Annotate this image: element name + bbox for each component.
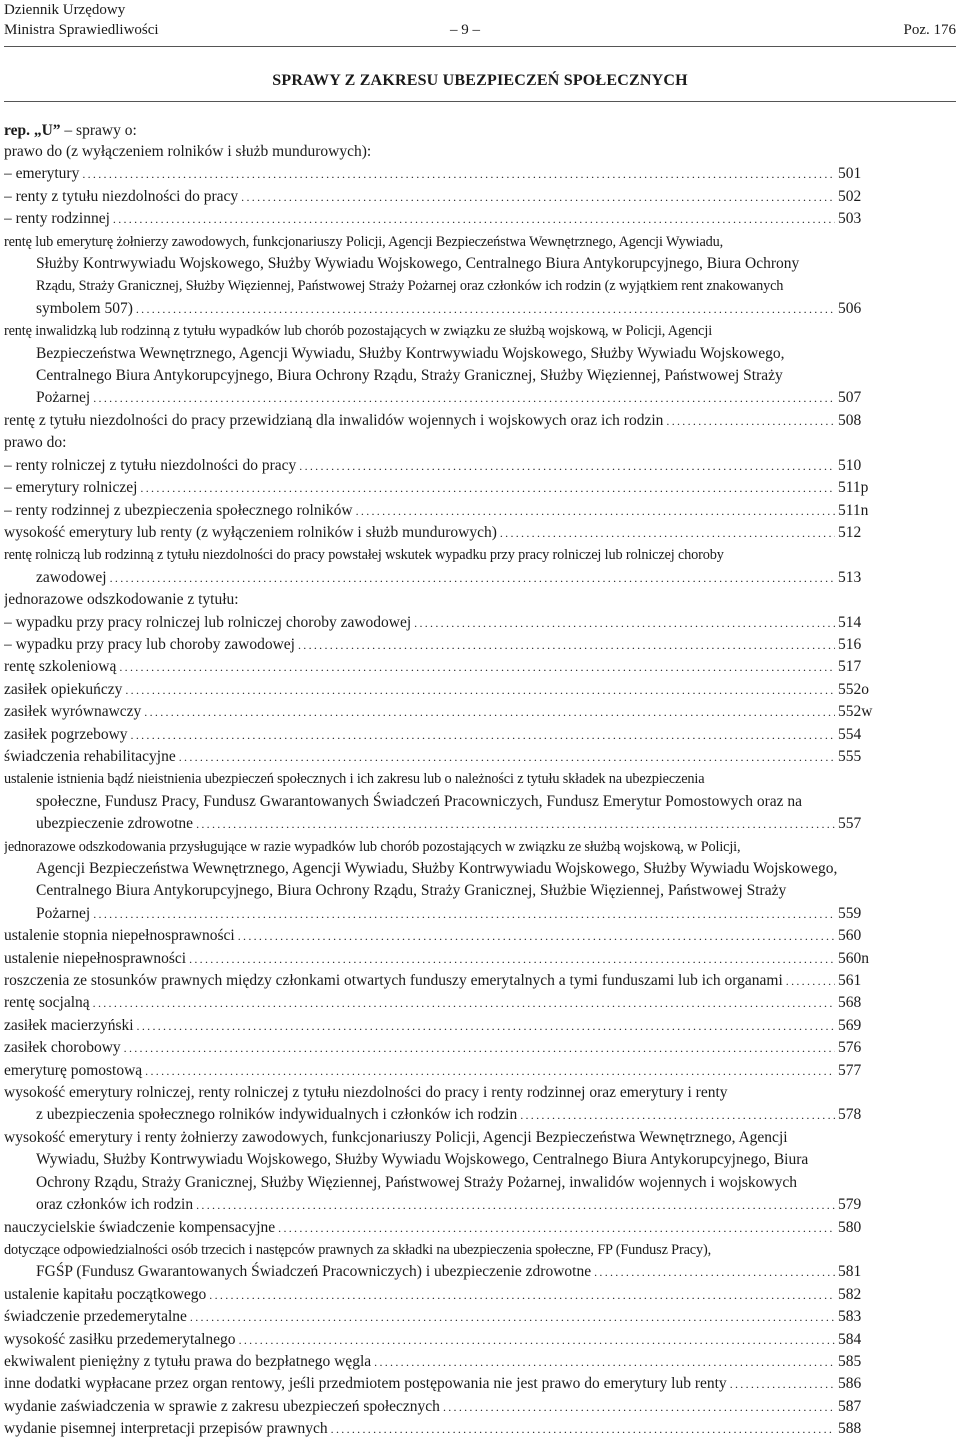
dot-leader — [196, 813, 835, 835]
entry-line — [4, 948, 896, 970]
entry-line — [4, 432, 896, 454]
dot-leader — [93, 992, 835, 1014]
entry-text: Służby Kontrwywiadu Wojskowego, Służby Wywiadu Wojskowego, Centralnego Biura Antykorupcyjnego, Biura Ochrony — [36, 255, 800, 273]
title-rule — [4, 101, 956, 102]
list-item — [4, 656, 896, 678]
entry-text: świadczenie przedemerytalne — [4, 1308, 187, 1326]
entry-text: rentę socjalną — [4, 994, 90, 1012]
entry-text: – renty rolniczej z tytułu niezdolności do pracy — [4, 456, 297, 474]
case-symbol: 585 — [838, 1352, 862, 1370]
case-symbol: 554 — [838, 725, 862, 743]
case-symbol: 588 — [838, 1420, 862, 1438]
case-symbol: 559 — [838, 904, 862, 922]
case-symbol: 552o — [838, 680, 869, 698]
list-item — [4, 1329, 896, 1351]
case-symbol: 501 — [838, 165, 862, 183]
list-item — [4, 1396, 896, 1418]
list-item — [4, 589, 896, 611]
entry-text: oraz członków ich rodzin — [36, 1196, 194, 1214]
case-symbol: 517 — [838, 658, 862, 676]
dot-leader — [299, 455, 835, 477]
list-item — [4, 679, 896, 701]
entry-text: zasiłek opiekuńczy — [4, 680, 123, 698]
entry-line — [4, 477, 896, 499]
list-item — [4, 163, 896, 185]
case-symbol: 506 — [838, 299, 862, 317]
list-item — [4, 522, 896, 544]
case-symbol: 581 — [838, 1263, 862, 1281]
entry-line — [4, 701, 896, 723]
dot-leader — [331, 1418, 835, 1440]
entry-text: prawo do (z wyłączeniem rolników i służb mundurowych): — [4, 143, 372, 160]
entry-line — [4, 836, 896, 858]
entry-line — [4, 746, 896, 768]
dot-leader — [209, 1284, 835, 1306]
dot-leader — [190, 1306, 835, 1328]
entry-text: prawo do: — [4, 434, 67, 452]
entry-line — [4, 1239, 896, 1261]
case-symbol: 507 — [838, 389, 862, 407]
entry-text: jednorazowe odszkodowanie z tytułu: — [4, 591, 239, 609]
dot-leader — [119, 656, 835, 678]
entry-text: Bezpieczeństwa Wewnętrznego, Agencji Wywiadu, Służby Kontrwywiadu Wojskowego, Służby Wywiadu Wojskowego, — [36, 344, 785, 362]
entry-text: rentę z tytułu niezdolności do pracy przewidzianą dla inwalidów wojennych i wojskowych oraz ich rodzin — [4, 411, 664, 429]
dot-leader — [189, 948, 835, 970]
entry-line — [4, 880, 896, 902]
list-item — [4, 1082, 896, 1127]
case-symbol: 568 — [838, 994, 862, 1012]
entry-text: roszczenia ze stosunków prawnych między członkami otwartych funduszy emerytalnych a tymi funduszami lub ich organami — [4, 972, 783, 990]
page-header — [4, 0, 956, 44]
dot-leader — [145, 1060, 835, 1082]
entry-text: emeryturę pomostową — [4, 1061, 143, 1079]
dot-leader — [278, 1217, 835, 1239]
entry-text: nauczycielskie świadczenie kompensacyjne — [4, 1218, 276, 1236]
list-item — [4, 186, 896, 208]
case-symbol: 583 — [838, 1308, 862, 1326]
entry-line — [4, 1104, 896, 1126]
list-item — [4, 948, 896, 970]
repertory-label: rep. „U” — [4, 122, 61, 139]
dot-leader — [137, 1015, 835, 1037]
case-symbol: 513 — [838, 568, 862, 586]
entry-text: Centralnego Biura Antykorupcyjnego, Biura Ochrony Rządu, Straży Granicznej, Służby Więziennej, Państwowej Straży — [36, 367, 783, 385]
dot-leader — [520, 1104, 835, 1126]
case-symbol: 582 — [838, 1285, 862, 1303]
entry-text: ekwiwalent pieniężny z tytułu prawa do bezpłatnego węgla — [4, 1352, 372, 1370]
case-symbol: 580 — [838, 1218, 862, 1236]
case-symbol: 560 — [838, 927, 862, 945]
journal-name: Dziennik Urzędowy — [4, 2, 126, 18]
dot-leader — [179, 746, 835, 768]
entry-text: ustalenie niepełnosprawności — [4, 949, 187, 967]
entry-text: jednorazowe odszkodowania przysługujące w razie wypadków lub chorób pozostających w związku ze służbą wojskową, w Policji, — [4, 838, 741, 855]
list-item — [4, 1239, 896, 1284]
list-item — [4, 1418, 896, 1440]
list-item — [4, 455, 896, 477]
page-number: – 9 – — [450, 22, 480, 38]
list-item — [4, 477, 896, 499]
entry-text: – wypadku przy pracy rolniczej lub rolniczej choroby zawodowej — [4, 613, 412, 631]
entry-line — [4, 1418, 896, 1440]
entry-line — [4, 522, 896, 544]
entry-line — [4, 1172, 896, 1194]
case-symbol: 508 — [838, 411, 862, 429]
entry-line — [4, 768, 896, 790]
entry-text: Centralnego Biura Antykorupcyjnego, Biura Ochrony Rządu, Straży Granicznej, Służbie Więziennej, Państwowej Straży — [36, 882, 787, 900]
list-item — [4, 500, 896, 522]
section-title: SPRAWY Z ZAKRESU UBEZPIECZEŃ SPOŁECZNYCH — [272, 72, 688, 89]
dot-leader — [298, 634, 835, 656]
case-symbol: 579 — [838, 1196, 862, 1214]
entry-line — [4, 858, 896, 880]
entry-text: ubezpieczenie zdrowotne — [36, 815, 194, 833]
list-item — [4, 992, 896, 1014]
list-item — [4, 410, 896, 432]
entry-line — [4, 656, 896, 678]
entry-line — [4, 1396, 896, 1418]
case-symbol: 510 — [838, 456, 862, 474]
entry-text: Rządu, Straży Granicznej, Służby Więziennej, Państwowej Straży Pożarnej oraz członków ich rodzin (z wyjątkiem rent znakowanych — [36, 278, 784, 295]
entry-line — [4, 813, 896, 835]
entry-text: inne dodatki wypłacane przez organ rentowy, jeśli przedmiotem postępowania nie jest prawo do emerytury lub renty — [4, 1375, 727, 1393]
entry-text: ustalenie stopnia niepełnosprawności — [4, 927, 235, 945]
entry-text: wysokość emerytury lub renty (z wyłączeniem rolników i służb mundurowych) — [4, 523, 497, 541]
list-item — [4, 1217, 896, 1239]
case-symbol: 576 — [838, 1039, 862, 1057]
entry-line — [4, 724, 896, 746]
list-item — [4, 1306, 896, 1328]
entry-line — [4, 387, 896, 409]
entry-text: – renty rodzinnej z ubezpieczenia społecznego rolników — [4, 501, 353, 519]
case-symbol: 557 — [838, 815, 862, 833]
entry-text: – emerytury rolniczej — [4, 479, 138, 497]
entry-line — [4, 141, 896, 163]
entry-line — [4, 925, 896, 947]
case-symbol: 511n — [838, 501, 869, 519]
list-item — [4, 925, 896, 947]
dot-leader — [140, 477, 835, 499]
dot-leader — [238, 925, 835, 947]
case-symbol: 552w — [838, 703, 873, 721]
dot-leader — [144, 701, 835, 723]
list-item — [4, 231, 896, 321]
dot-leader — [93, 387, 835, 409]
header-rule — [4, 46, 956, 47]
entry-line — [4, 679, 896, 701]
list-item — [4, 208, 896, 230]
entry-line — [4, 970, 896, 992]
position-number: Poz. 176 — [903, 22, 956, 38]
list-item — [4, 1060, 896, 1082]
entry-line — [4, 992, 896, 1014]
list-item — [4, 1037, 896, 1059]
dot-leader — [500, 522, 835, 544]
list-item — [4, 612, 896, 634]
entry-line — [4, 1015, 896, 1037]
entry-line — [4, 231, 896, 253]
entry-line — [4, 1082, 896, 1104]
entry-text: symbolem 507) — [36, 299, 133, 317]
dot-leader — [730, 1373, 835, 1395]
list-item — [4, 432, 896, 454]
list-item — [4, 1015, 896, 1037]
list-item — [4, 320, 896, 410]
dot-leader — [124, 1037, 835, 1059]
entry-text: Wywiadu, Służby Kontrwywiadu Wojskowego, Służby Wywiadu Wojskowego, Centralnego Biura Antykorupcyjnego, Biura — [36, 1151, 809, 1169]
dot-leader — [125, 679, 835, 701]
entry-text: rentę rolniczą lub rodzinną z tytułu niezdolności do pracy powstałej wskutek wypadku przy pracy rolniczej lub rolniczej choroby — [4, 547, 724, 564]
entry-text: FGŚP (Fundusz Gwarantowanych Świadczeń Pracowniczych) i ubezpieczenie zdrowotne — [36, 1263, 592, 1281]
case-symbol: 587 — [838, 1397, 862, 1415]
list-item — [4, 724, 896, 746]
header-publication — [4, 0, 159, 40]
entry-text: wydanie zaświadczenia w sprawie z zakresu ubezpieczeń społecznych — [4, 1397, 440, 1415]
entry-line — [4, 410, 896, 432]
entry-line — [4, 1306, 896, 1328]
entry-line — [4, 163, 896, 185]
dot-leader — [110, 567, 835, 589]
ministry-name: Ministra Sprawiedliwości — [4, 22, 159, 38]
dot-leader — [82, 163, 835, 185]
dot-leader — [356, 500, 835, 522]
entry-text: wysokość zasiłku przedemerytalnego — [4, 1330, 236, 1348]
entry-text: z ubezpieczenia społecznego rolników indywidualnych i członków ich rodzin — [36, 1106, 518, 1124]
entry-line — [4, 1351, 896, 1373]
entry-text: – wypadku przy pracy lub choroby zawodowej — [4, 635, 295, 653]
entry-line — [4, 1373, 896, 1395]
list-item — [4, 768, 896, 835]
entry-text: – emerytury — [4, 165, 80, 183]
entry-line — [4, 1217, 896, 1239]
entry-text: rentę szkoleniową — [4, 658, 117, 676]
list-item — [4, 746, 896, 768]
dot-leader — [786, 970, 835, 992]
entry-line — [4, 298, 896, 320]
entry-text: Ochrony Rządu, Straży Granicznej, Służby Więziennej, Państwowej Straży Pożarnej, inwalidów wojennych i wojskowych — [36, 1173, 797, 1191]
dot-leader — [136, 298, 835, 320]
entry-text: wydanie pisemnej interpretacji przepisów prawnych — [4, 1420, 328, 1438]
entry-line — [4, 455, 896, 477]
list-item — [4, 836, 896, 926]
list-item — [4, 1284, 896, 1306]
list-item — [4, 1373, 896, 1395]
dot-leader — [196, 1194, 835, 1216]
entry-text: dotyczące odpowiedzialności osób trzecich i następców prawnych za składki na ubezpieczenia społeczne, FP (Fundusz Pracy), — [4, 1241, 712, 1258]
entry-line — [4, 365, 896, 387]
dot-leader — [374, 1351, 835, 1373]
entry-text: świadczenia rehabilitacyjne — [4, 747, 176, 765]
case-symbol: 586 — [838, 1375, 862, 1393]
entry-line — [4, 567, 896, 589]
entry-text: społeczne, Fundusz Pracy, Fundusz Gwarantowanych Świadczeń Pracowniczych, Fundusz Emerytur Pomostowych oraz na — [36, 792, 803, 810]
entry-line — [4, 186, 896, 208]
entry-text: wysokość emerytury rolniczej, renty rolniczej z tytułu niezdolności do pracy i renty rodzinnej oraz emerytury i renty — [4, 1084, 728, 1102]
entry-line — [4, 253, 896, 275]
entry-text: zawodowej — [36, 568, 107, 586]
list-item — [4, 1351, 896, 1373]
entry-line — [4, 1127, 896, 1149]
entry-text: Agencji Bezpieczeństwa Wewnętrznego, Agencji Wywiadu, Służby Kontrwywiadu Wojskowego, Służby Wywiadu Wojskowego, — [36, 860, 838, 877]
case-symbol: 555 — [838, 747, 862, 765]
entry-text: Pożarnej — [36, 904, 91, 922]
list-item — [4, 1127, 896, 1217]
case-symbol: 584 — [838, 1330, 862, 1348]
case-symbol: 503 — [838, 210, 862, 228]
entry-text: rentę lub emeryturę żołnierzy zawodowych, funkcjonariuszy Policji, Agencji Bezpieczeństwa Wewnętrznego, Agencji Wywiadu, — [4, 233, 724, 250]
entry-text: – renty z tytułu niezdolności do pracy — [4, 187, 239, 205]
entry-line — [4, 1037, 896, 1059]
entry-text: ustalenie istnienia bądź nieistnienia ubezpieczeń społecznych i ich zakresu lub o należności z tytułu składek na ubezpieczenia — [4, 771, 705, 788]
dot-leader — [93, 903, 835, 925]
entry-line — [4, 1284, 896, 1306]
list-item — [4, 634, 896, 656]
entry-line — [4, 1329, 896, 1351]
entry-line — [4, 1149, 896, 1171]
list-item — [4, 701, 896, 723]
case-symbol: 577 — [838, 1061, 862, 1079]
dot-leader — [131, 724, 835, 746]
dot-leader — [241, 186, 835, 208]
entry-line — [4, 320, 896, 342]
case-symbol: 502 — [838, 187, 862, 205]
case-symbol-list — [4, 141, 896, 1441]
dot-leader — [113, 208, 835, 230]
entry-text: – renty rodzinnej — [4, 210, 110, 228]
dot-leader — [414, 612, 835, 634]
entry-line — [4, 589, 896, 611]
entry-text: zasiłek pogrzebowy — [4, 725, 128, 743]
entry-line — [4, 612, 896, 634]
entry-line — [4, 1060, 896, 1082]
entry-text: wysokość emerytury i renty żołnierzy zawodowych, funkcjonariuszy Policji, Agencji Bezpieczeństwa Wewnętrznego, Agencji — [4, 1128, 788, 1146]
dot-leader — [239, 1329, 835, 1351]
case-symbol: 514 — [838, 613, 862, 631]
case-symbol: 516 — [838, 635, 862, 653]
case-symbol: 569 — [838, 1016, 862, 1034]
entry-line — [4, 1194, 896, 1216]
entry-text: Pożarnej — [36, 389, 91, 407]
repertory-description: – sprawy o: — [64, 122, 137, 139]
case-symbol: 560n — [838, 949, 869, 967]
entry-line — [4, 634, 896, 656]
list-item — [4, 544, 896, 589]
entry-line — [4, 275, 896, 297]
entry-line — [4, 500, 896, 522]
entry-text: zasiłek macierzyński — [4, 1016, 134, 1034]
dot-leader — [443, 1396, 835, 1418]
repertory-heading — [4, 120, 137, 142]
entry-text: rentę inwalidzką lub rodzinną z tytułu wypadków lub chorób pozostających w związku ze służbą wojskową, w Policji, Agencji — [4, 323, 713, 340]
entry-line — [4, 903, 896, 925]
dot-leader — [666, 410, 835, 432]
list-item — [4, 141, 896, 163]
entry-line — [4, 208, 896, 230]
entry-line — [4, 343, 896, 365]
case-symbol: 511p — [838, 479, 869, 497]
case-symbol: 578 — [838, 1106, 862, 1124]
list-item — [4, 970, 896, 992]
dot-leader — [594, 1261, 835, 1283]
entry-text: ustalenie kapitału początkowego — [4, 1285, 207, 1303]
case-symbol: 512 — [838, 523, 862, 541]
entry-line — [4, 1261, 896, 1283]
entry-line — [4, 791, 896, 813]
entry-line — [4, 544, 896, 566]
entry-text: zasiłek chorobowy — [4, 1039, 121, 1057]
case-symbol: 561 — [838, 972, 862, 990]
entry-text: zasiłek wyrównawczy — [4, 703, 142, 721]
